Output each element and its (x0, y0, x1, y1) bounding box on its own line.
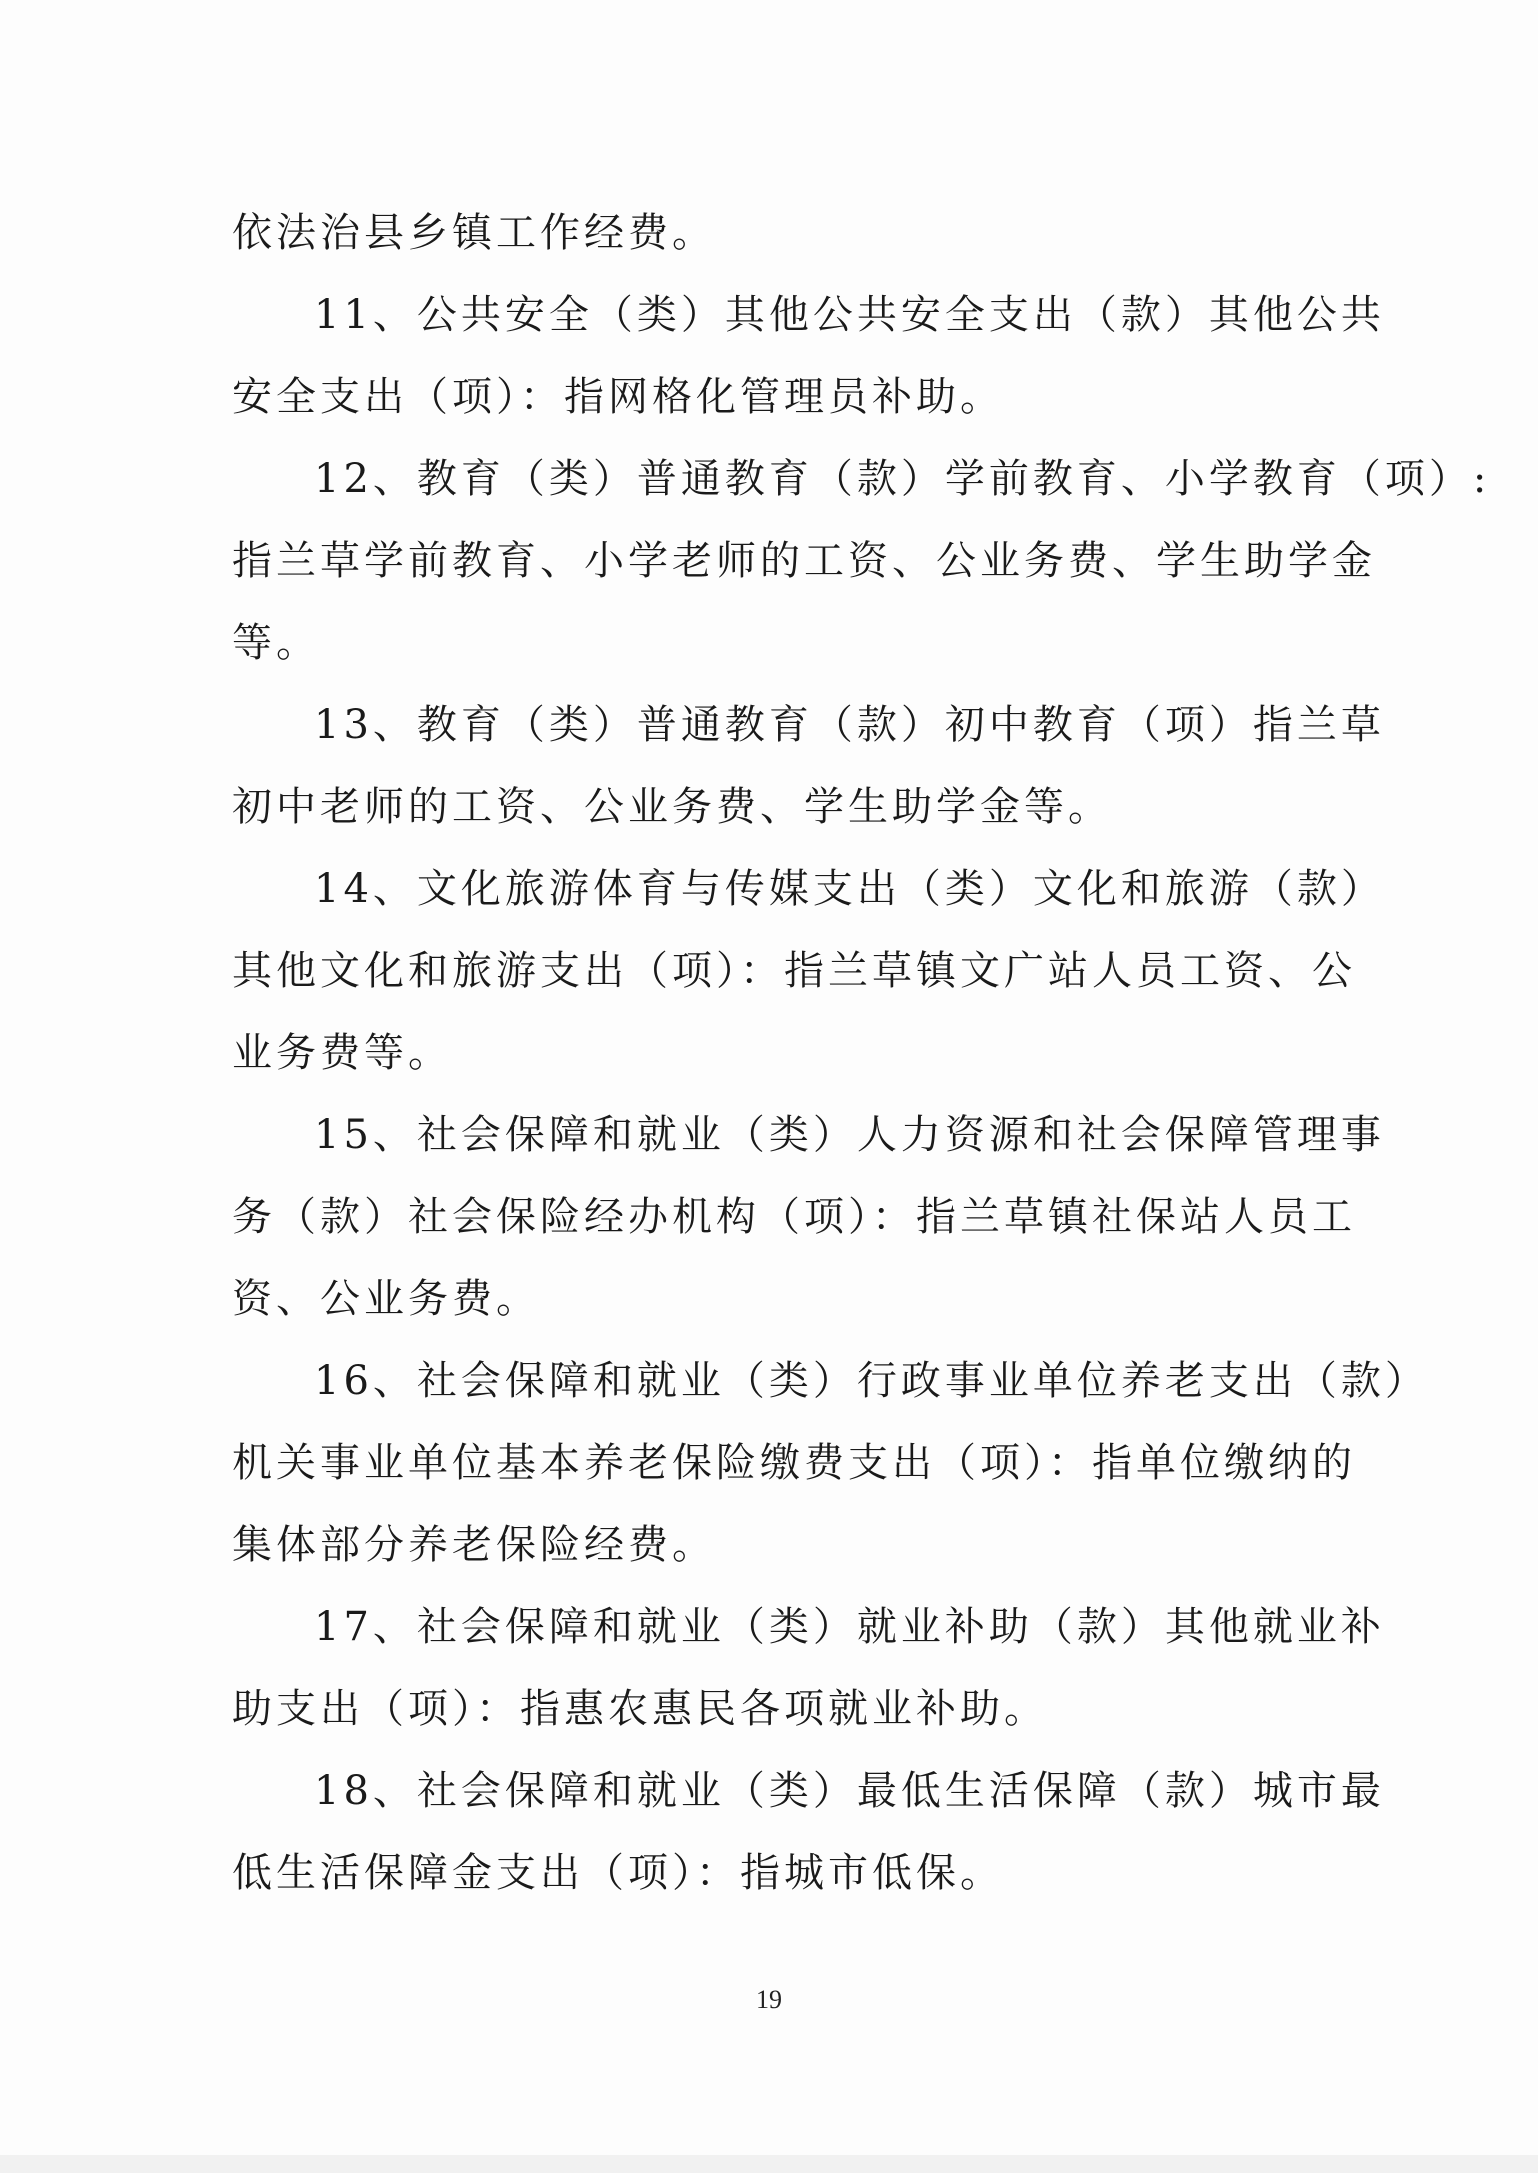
text-line: 等。 (232, 620, 320, 666)
text-line: 15、社会保障和就业（类）人力资源和社会保障管理事 (314, 1112, 1385, 1158)
paragraph (232, 1094, 1385, 1340)
text-line: 低生活保障金支出（项）：指城市低保。 (232, 1850, 1004, 1896)
text-line: 务（款）社会保险经办机构（项）：指兰草镇社保站人员工 (232, 1194, 1356, 1240)
text-line: 11、公共安全（类）其他公共安全支出（款）其他公共 (314, 292, 1385, 338)
text-line: 初中老师的工资、公业务费、学生助学金等。 (232, 784, 1112, 830)
text-line: 16、社会保障和就业（类）行政事业单位养老支出（款） (314, 1358, 1429, 1404)
paragraph (232, 1340, 1429, 1586)
text-line: 指兰草学前教育、小学老师的工资、公业务费、学生助学金 (232, 538, 1376, 584)
page-number: 19 (756, 1985, 782, 2014)
paragraph (232, 1750, 1385, 1914)
text-line: 助支出（项）：指惠农惠民各项就业补助。 (232, 1686, 1048, 1732)
text-line: 其他文化和旅游支出（项）：指兰草镇文广站人员工资、公 (232, 948, 1356, 994)
bottom-edge (0, 2155, 1538, 2173)
text-line: 依法治县乡镇工作经费。 (232, 210, 716, 256)
text-line: 17、社会保障和就业（类）就业补助（款）其他就业补 (314, 1604, 1385, 1650)
text-line: 13、教育（类）普通教育（款）初中教育（项）指兰草 (314, 702, 1385, 748)
text-line: 机关事业单位基本养老保险缴费支出（项）：指单位缴纳的 (232, 1440, 1356, 1486)
body-text (232, 192, 1491, 1914)
paragraph (232, 274, 1385, 438)
text-line: 18、社会保障和就业（类）最低生活保障（款）城市最 (314, 1768, 1385, 1814)
paragraph (232, 684, 1385, 848)
paragraph (232, 848, 1385, 1094)
text-line: 14、文化旅游体育与传媒支出（类）文化和旅游（款） (314, 866, 1385, 912)
text-line: 集体部分养老保险经费。 (232, 1522, 716, 1568)
paragraph (232, 438, 1491, 684)
text-line: 12、教育（类）普通教育（款）学前教育、小学教育（项）: (314, 456, 1491, 502)
text-line: 业务费等。 (232, 1030, 452, 1076)
text-line: 安全支出（项）：指网格化管理员补助。 (232, 374, 1004, 420)
text-line: 资、公业务费。 (232, 1276, 540, 1322)
paragraph (232, 192, 1310, 274)
paragraph (232, 1586, 1385, 1750)
